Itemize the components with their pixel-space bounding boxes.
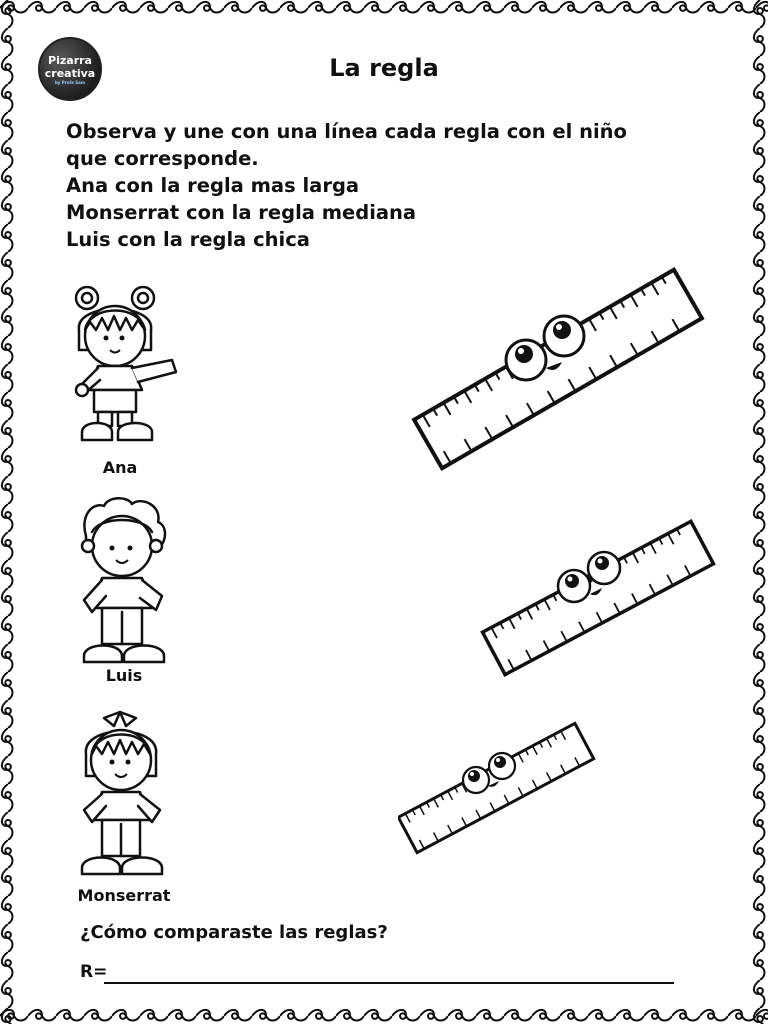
small-ruler-illustration [398, 714, 598, 856]
instruction-line: Luis con la regla chica [66, 228, 310, 251]
instruction-line: Observa y une con una línea cada regla con el niño [66, 120, 627, 143]
answer-label: R= [80, 962, 108, 982]
instruction-line: Monserrat con la regla mediana [66, 201, 417, 224]
logo-small: by Profe Sam [54, 79, 86, 85]
child-name-luis: Luis [105, 666, 143, 685]
answer-line[interactable] [104, 982, 674, 984]
logo-line2: creativa [44, 66, 96, 80]
instructions [66, 118, 627, 253]
girl-ana-illustration [62, 280, 182, 452]
instruction-line: que corresponde. [66, 147, 259, 170]
logo-line1: Pizarra [48, 53, 92, 67]
medium-ruler-illustration [480, 508, 720, 678]
large-ruler-illustration [400, 256, 716, 482]
child-name-monserrat: Monserrat [77, 886, 171, 905]
child-name-ana: Ana [102, 458, 138, 477]
page-title: La regla [329, 54, 439, 82]
comparison-question: ¿Cómo comparaste las reglas? [80, 922, 388, 943]
instruction-line: Ana con la regla mas larga [66, 174, 360, 197]
boy-luis-illustration [70, 496, 180, 668]
girl-monserrat-illustration [70, 702, 180, 880]
